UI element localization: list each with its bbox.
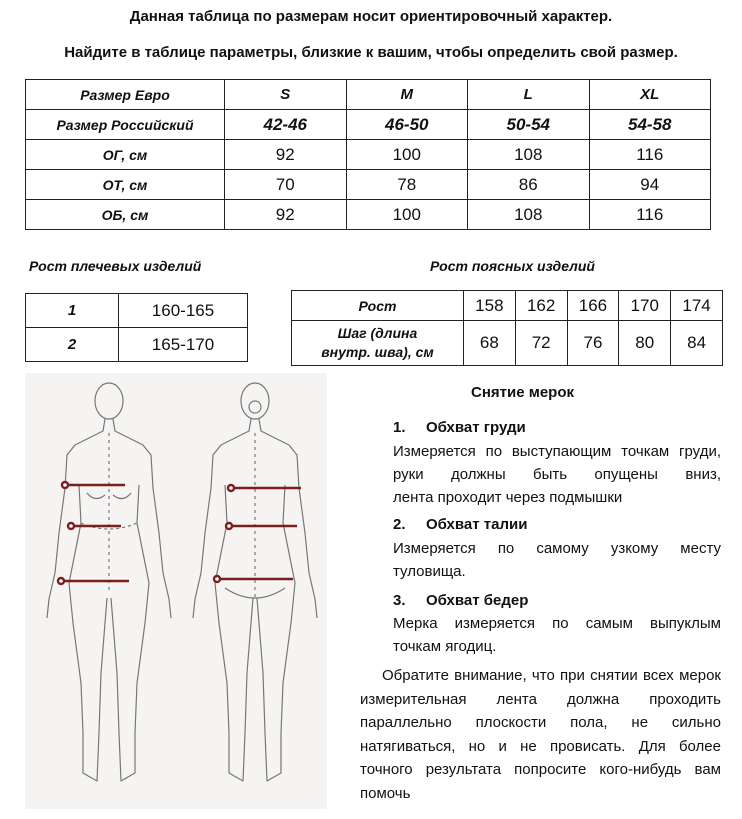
chest-marker-front [62, 482, 68, 488]
waist-marker-front [68, 523, 74, 529]
row-label: Размер Российский [26, 110, 225, 140]
cell: 116 [589, 200, 711, 230]
cell: 158 [463, 291, 515, 321]
cell: 174 [671, 291, 723, 321]
figure-drawing [25, 373, 327, 809]
item-description-chest: Измеряется по выступающим точкам груди, руки должны быть опущены вниз, [393, 443, 721, 483]
cell: 166 [567, 291, 619, 321]
item-description-hips: Мерка измеряется по самым выпуклым [393, 615, 721, 632]
measure-lines [58, 482, 301, 584]
cell: 80 [619, 321, 671, 366]
item-heading-hips [393, 592, 528, 609]
table-row [26, 200, 711, 230]
cell: 165-170 [119, 328, 248, 362]
item-number: 3. [393, 592, 406, 609]
chest-marker-back [228, 485, 234, 491]
cell: 42-46 [225, 110, 347, 140]
cell: 68 [463, 321, 515, 366]
hips-marker-back [214, 576, 220, 582]
cell: 76 [567, 321, 619, 366]
item-description-waist-end: туловища. [393, 563, 466, 580]
row-label-line: Шаг (длина [337, 325, 418, 341]
row-label: Рост [292, 291, 464, 321]
shoulder-title: Рост плечевых изделий [29, 258, 202, 274]
table-row [292, 321, 723, 366]
cell: 78 [346, 170, 468, 200]
back-figure [193, 383, 317, 781]
waist-title: Рост поясных изделий [430, 258, 595, 274]
cell: 170 [619, 291, 671, 321]
table-row [26, 140, 711, 170]
waist-height-table [291, 290, 723, 366]
cell: 54-58 [589, 110, 711, 140]
table-row [26, 80, 711, 110]
cell: XL [589, 80, 711, 110]
cell: 100 [346, 140, 468, 170]
cell: S [225, 80, 347, 110]
cell: 92 [225, 200, 347, 230]
cell: 72 [515, 321, 567, 366]
cell: 70 [225, 170, 347, 200]
item-title: Обхват талии [426, 516, 528, 533]
row-label [292, 321, 464, 366]
table-row [26, 170, 711, 200]
item-title: Обхват груди [426, 419, 526, 436]
row-label: ОТ, см [26, 170, 225, 200]
item-description-hips-end: точкам ягодиц. [393, 638, 497, 655]
item-number: 2. [393, 516, 406, 533]
cell: 108 [468, 200, 590, 230]
cell: 162 [515, 291, 567, 321]
cell: 160-165 [119, 294, 248, 328]
row-number: 1 [26, 294, 119, 328]
cell: 46-50 [346, 110, 468, 140]
item-description-chest-end: лента проходит через подмышки [393, 489, 623, 506]
body-figures-illustration [25, 373, 327, 809]
header-line-1: Данная таблица по размерам носит ориентировочный характер. [129, 8, 613, 25]
measure-title: Снятие мерок [471, 384, 574, 401]
table-row [26, 294, 248, 328]
table-row [292, 291, 723, 321]
cell: 50-54 [468, 110, 590, 140]
row-label: ОГ, см [26, 140, 225, 170]
cell: 92 [225, 140, 347, 170]
cell: L [468, 80, 590, 110]
item-title: Обхват бедер [426, 592, 529, 609]
cell: 116 [589, 140, 711, 170]
cell: 86 [468, 170, 590, 200]
cell: 100 [346, 200, 468, 230]
note-paragraph: Обратите внимание, что при снятии всех мерок измерительная лента должна проходить параллельно плоскости пола, не сильно натягиваться, но и не провисать. Для более точного результата попросите кого-нибудь вам помочь [360, 667, 721, 802]
item-number: 1. [393, 419, 406, 436]
row-number: 2 [26, 328, 119, 362]
item-heading-waist [393, 516, 527, 533]
cell: M [346, 80, 468, 110]
item-description-waist: Измеряется по самому узкому месту [393, 540, 721, 557]
header-line-2: Найдите в таблице параметры, близкие к вашим, чтобы определить свой размер. [64, 44, 678, 61]
shoulder-height-table [25, 293, 248, 362]
hips-marker-front [58, 578, 64, 584]
size-table [25, 79, 711, 230]
waist-marker-back [226, 523, 232, 529]
table-row [26, 110, 711, 140]
cell: 108 [468, 140, 590, 170]
cell: 84 [671, 321, 723, 366]
item-heading-chest [393, 419, 526, 436]
row-label: ОБ, см [26, 200, 225, 230]
cell: 94 [589, 170, 711, 200]
row-label-line: внутр. шва), см [321, 344, 434, 360]
table-row [26, 328, 248, 362]
row-label: Размер Евро [26, 80, 225, 110]
